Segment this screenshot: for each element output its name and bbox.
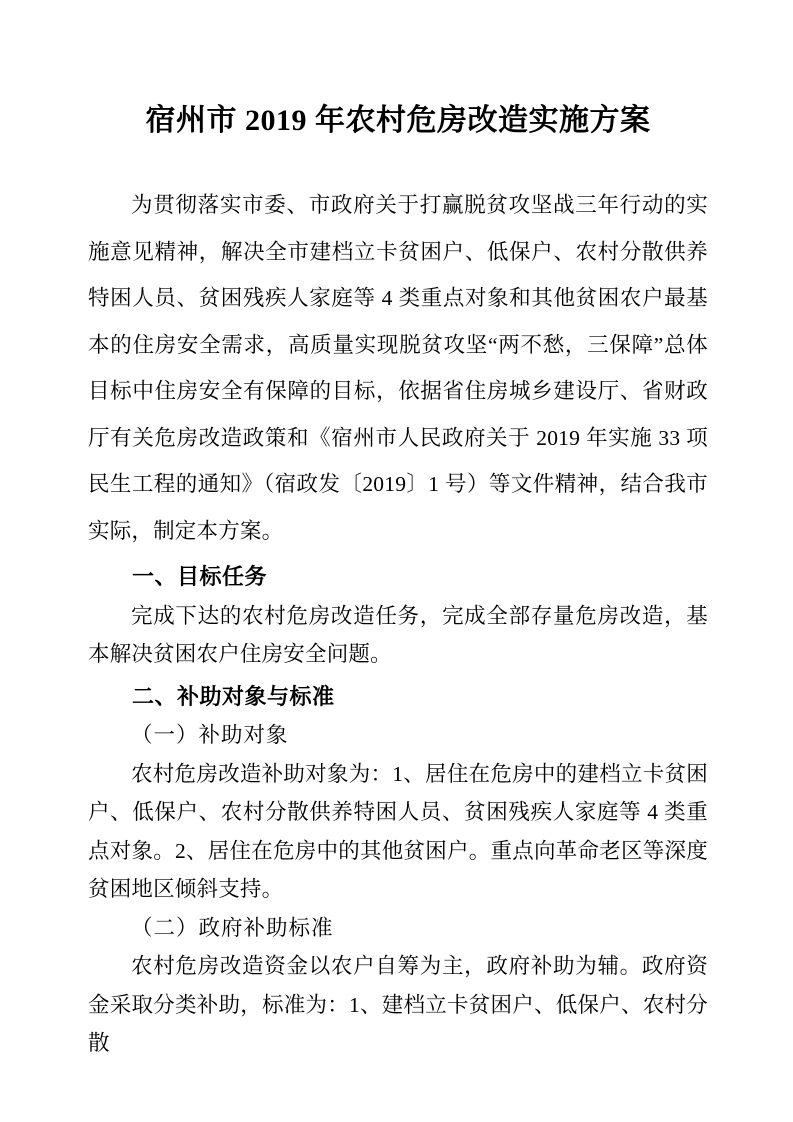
subsection-2-1-heading: （一）补助对象: [131, 723, 289, 747]
subsection-2-2-heading: （二）政府补助标准: [131, 915, 334, 940]
document-title: 宿州市 2019 年农村危房改造实施方案: [145, 104, 651, 137]
section-2-heading: 二、补助对象与标准: [132, 683, 335, 709]
intro-paragraph: 为贯彻落实市委、市政府关于打赢脱贫攻坚战三年行动的实施意见精神，解决全市建档立卡贫困户、低保户、农村分散供养特困人员、贫困残疾人家庭等 4 类重点对象和其他贫困农户最基本的住房安全需求，高质量实现脱贫攻坚“两不愁，三保障”总体目标中住房安全有保障的目标，依据省住房城乡建设厅、省财政厅有关危房改造政策和《宿州市人民政府关于 2019 年实施 33 项民生工程的通知》（宿政发〔2019〕1 号）等文件精神，结合我市实际，制定本方案。: [88, 193, 708, 543]
subsection-2-1-paragraph: 农村危房改造补助对象为：1、居住在危房中的建档立卡贫困户、低保户、农村分散供养特困人员、贫困残疾人家庭等 4 类重点对象。2、居住在危房中的其他贫困户。重点向革命老区等深度贫困地区倾斜支持。: [88, 761, 708, 901]
section-1-paragraph: 完成下达的农村危房改造任务，完成全部存量危房改造，基本解决贫困农户住房安全问题。: [88, 603, 708, 666]
section-1-heading: 一、目标任务: [132, 564, 268, 589]
subsection-2-2-paragraph: 农村危房改造资金以农户自筹为主，政府补助为辅。政府资金采取分类补助，标准为：1、建档立卡贫困户、低保户、农村分散: [88, 954, 708, 1055]
